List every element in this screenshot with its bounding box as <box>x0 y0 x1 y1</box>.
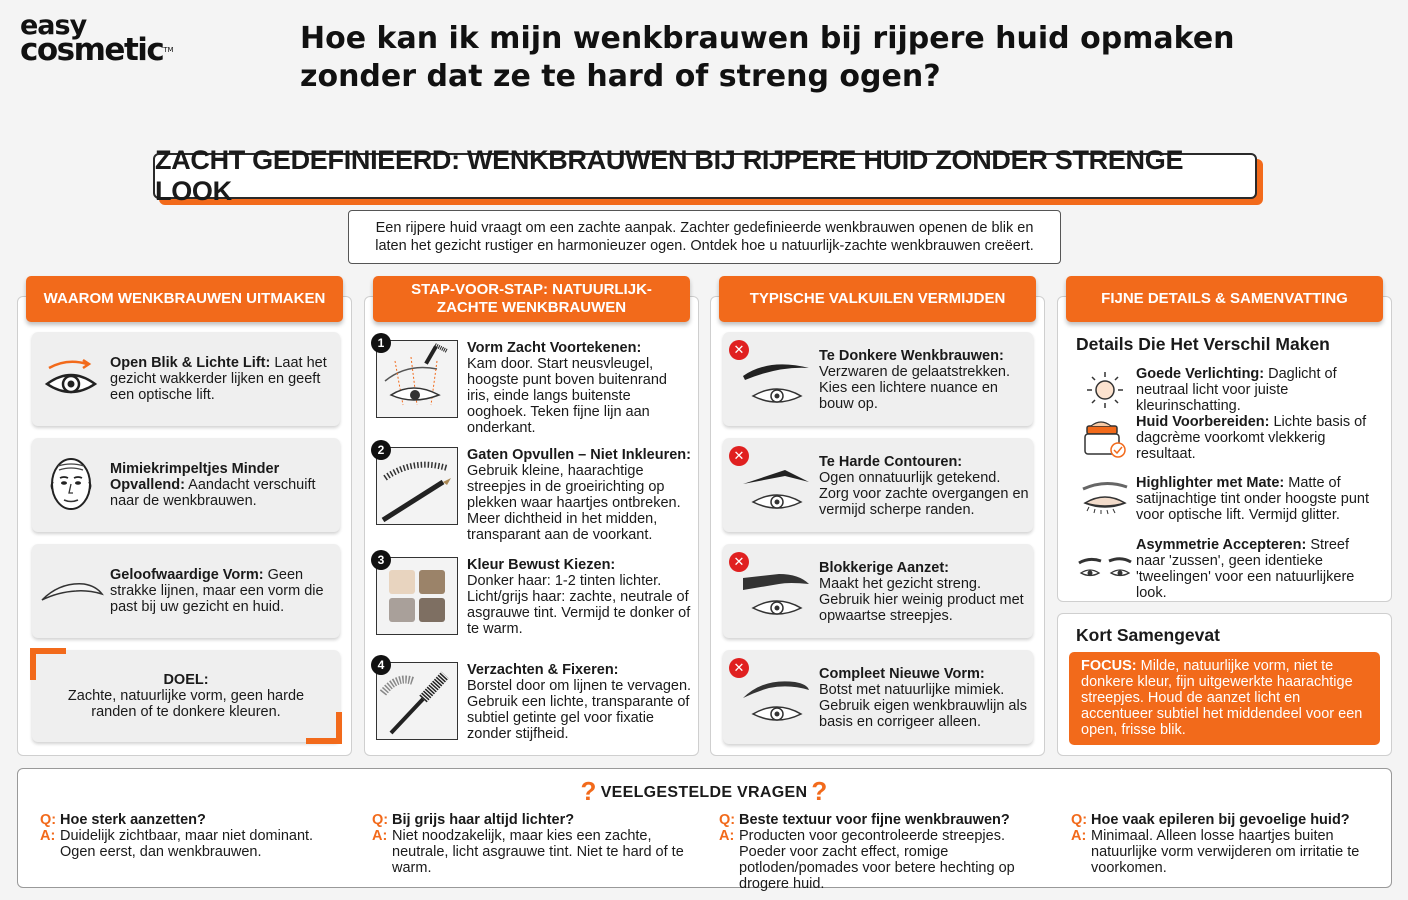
pitfall-title: Blokkerige Aanzet: <box>819 560 949 576</box>
why-text-2: Aandacht verschuift naar de wenkbrauwen. <box>110 477 316 509</box>
goal-title: DOEL: <box>163 672 209 688</box>
faq-question: Bij grijs haar altijd lichter? <box>392 812 575 828</box>
detail-text: Daglicht of neutraal licht voor juiste kleurinschatting. <box>1136 366 1337 414</box>
new-shape-brow-eye-icon <box>739 674 815 734</box>
faq-title <box>0 776 1408 807</box>
blocky-brow-eye-icon <box>739 568 815 628</box>
why-title-2: Mimiekrimpeltjes Minder Opvallend: <box>110 461 280 493</box>
header-details: FIJNE DETAILS & SAMENVATTING <box>1066 276 1383 322</box>
cream-jar-icon <box>1074 414 1136 462</box>
main-banner: ZACHT GEDEFINIEERD: WENKBRAUWEN BIJ RIJPERE HUID ZONDER STRENGE LOOK <box>153 153 1257 199</box>
faq-answer: Niet noodzakelijk, maar kies een zachte, neutrale, licht asgrauwe tint. Niet te hard of te warm. <box>392 828 684 876</box>
pencil-strokes-image <box>376 443 458 525</box>
pitfall-title: Compleet Nieuwe Vorm: <box>819 666 985 682</box>
why-card-shape <box>32 544 340 638</box>
faq-item <box>719 812 1053 892</box>
header-pitfalls: TYPISCHE VALKUILEN VERMIJDEN <box>719 276 1036 322</box>
summary-title: Kort Samengevat <box>1076 625 1220 645</box>
why-card-wrinkles <box>32 438 340 532</box>
q-label: Q: <box>1071 812 1088 828</box>
hard-brow-eye-icon <box>739 462 815 522</box>
pitfall-text: Ogen onnatuurlijk getekend. Zorg voor zachte overgangen en vermijd scherpe randen. <box>819 470 1029 518</box>
detail-item <box>1074 475 1380 523</box>
step-text: Gebruik kleine, haarachtige streepjes in de groeirichting op plekken waar haartjes ontbreken. Meer dichtheid in het midden, transparant aan de voorkant. <box>467 463 681 543</box>
highlighter-eye-icon <box>1074 475 1136 523</box>
step-text: Borstel door om lijnen te vervagen. Gebruik een lichte, transparante of subtiel getinte gel voor fixatie zonder stijfheid. <box>467 678 692 742</box>
step-title: Verzachten & Fixeren: <box>467 662 619 678</box>
logo-line-1: easy <box>20 10 87 41</box>
pitfall-text: Botst met natuurlijke mimiek. Gebruik eigen wenkbrauwlijn als basis en corrigeer alleen. <box>819 682 1027 730</box>
logo-line-2: cosmetic <box>20 32 164 68</box>
why-card-lift <box>32 332 340 426</box>
q-label: Q: <box>372 812 389 828</box>
spoolie-brush-image <box>376 658 458 740</box>
step-title: Kleur Bewust Kiezen: <box>467 557 616 573</box>
pitfall-card <box>723 332 1033 426</box>
faq-title-text: VEELGESTELDE VRAGEN <box>600 784 808 801</box>
detail-item <box>1074 366 1380 414</box>
goal-card <box>32 650 340 742</box>
detail-text: Lichte basis of dagcrème voorkomt vlekkerig resultaat. <box>1136 414 1367 462</box>
faq-item <box>40 812 340 860</box>
step-title: Vorm Zacht Voortekenen: <box>467 340 642 356</box>
step-number: 2 <box>371 440 391 460</box>
why-title-3: Geloofwaardige Vorm: <box>110 567 264 583</box>
step-text: Donker haar: 1-2 tinten lichter. Licht/grijs haar: zachte, neutrale of asgrauwe tint. Vermijd te donker of te warm. <box>467 573 691 637</box>
header-why: WAAROM WENKBRAUWEN UITMAKEN <box>26 276 343 322</box>
focus-text: Milde, natuurlijke vorm, niet te donkere kleur, fijn uitgewerkte haarachtige streepjes. Houd de aanzet licht en accentueer subtiel het middendeel voor een open, frisse blik. <box>1081 658 1363 738</box>
brow-sketch-image <box>376 336 458 418</box>
pitfall-title: Te Donkere Wenkbrauwen: <box>819 348 1004 364</box>
two-brows-icon <box>1074 537 1136 601</box>
pitfall-card <box>723 438 1033 532</box>
pitfall-text: Verzwaren de gelaatstrekken. Kies een lichtere nuance en bouw op. <box>819 364 1011 412</box>
cross-icon: ✕ <box>729 552 749 572</box>
question-mark-icon: ? <box>811 776 828 806</box>
detail-text: Matte of satijnachtige tint onder hoogste punt voor optische lift. Vermijd glitter. <box>1136 475 1369 523</box>
pitfall-title: Te Harde Contouren: <box>819 454 963 470</box>
detail-title: Huid Voorbereiden: <box>1136 414 1270 430</box>
faq-answer: Duidelijk zichtbaar, maar niet dominant. Ogen eerst, dan wenkbrauwen. <box>60 828 314 860</box>
goal-text: Zachte, natuurlijke vorm, geen harde randen of te donkere kleuren. <box>67 688 305 720</box>
brand-logo <box>20 10 174 68</box>
focus-label: FOCUS: <box>1081 658 1137 674</box>
step-text: Kam door. Start neusvleugel, hoogste punt boven buitenrand iris, einde langs buitenste ooghoek. Teken fijne lijn aan onderkant. <box>467 356 667 436</box>
why-text-3: Geen strakke lijnen, maar een vorm die past bij uw gezicht en huid. <box>110 567 324 615</box>
detail-title: Goede Verlichting: <box>1136 366 1265 382</box>
step-1 <box>376 336 692 436</box>
faq-item <box>1071 812 1371 876</box>
why-text-1: Laat het gezicht wakkerder lijken en geeft een optische lift. <box>110 355 327 403</box>
faq-question: Hoe vaak epileren bij gevoelige huid? <box>1091 812 1350 828</box>
detail-title: Asymmetrie Accepteren: <box>1136 537 1307 553</box>
detail-item <box>1074 537 1380 601</box>
a-label: A: <box>719 828 735 844</box>
logo-trademark: TM <box>163 46 174 54</box>
cross-icon: ✕ <box>729 658 749 678</box>
faq-answer: Minimaal. Alleen losse haartjes buiten natuurlijke vorm verwijderen om irritatie te voorkomen. <box>1091 828 1360 876</box>
pitfall-card <box>723 544 1033 638</box>
face-wrinkles-icon <box>32 452 110 518</box>
question-mark-icon: ? <box>580 776 597 806</box>
header-steps: STAP-VOOR-STAP: NATUURLIJK-ZACHTE WENKBRAUWEN <box>373 276 690 322</box>
goal-corner-top-left <box>30 648 66 680</box>
pitfall-card <box>723 650 1033 744</box>
dark-brow-eye-icon <box>739 356 815 416</box>
q-label: Q: <box>719 812 736 828</box>
step-number: 1 <box>371 333 391 353</box>
intro-text: Een rijpere huid vraagt om een zachte aanpak. Zachter gedefinieerde wenkbrauwen openen de blik en laten het gezicht rustiger en harmonieuzer ogen. Ontdek hoe u natuurlijk-zachte wenkbrauwen creëert. <box>348 210 1061 264</box>
step-3 <box>376 553 692 637</box>
a-label: A: <box>1071 828 1087 844</box>
page-question: Hoe kan ik mijn wenkbrauwen bij rijpere huid opmaken zonder dat ze te hard of streng ogen? <box>300 21 1235 94</box>
step-number: 3 <box>371 550 391 570</box>
faq-item <box>372 812 688 876</box>
faq-answer: Producten voor gecontroleerde streepjes. Poeder voor zacht effect, romige potloden/pomades voor betere hechting op drogere huid. <box>739 828 1015 892</box>
step-2 <box>376 443 692 543</box>
a-label: A: <box>40 828 56 844</box>
step-4 <box>376 658 692 742</box>
sun-icon <box>1074 366 1136 414</box>
eye-lift-icon <box>32 354 110 404</box>
cross-icon: ✕ <box>729 446 749 466</box>
why-title-1: Open Blik & Lichte Lift: <box>110 355 271 371</box>
q-label: Q: <box>40 812 57 828</box>
step-number: 4 <box>371 655 391 675</box>
summary-focus <box>1069 652 1380 745</box>
brow-shape-icon <box>32 576 110 606</box>
faq-question: Beste textuur voor fijne wenkbrauwen? <box>739 812 1010 828</box>
goal-corner-bottom-right <box>306 712 342 744</box>
color-palette-image <box>376 553 458 635</box>
pitfall-text: Maakt het gezicht streng. Gebruik hier weinig product met opwaartse streepjes. <box>819 576 1024 624</box>
a-label: A: <box>372 828 388 844</box>
cross-icon: ✕ <box>729 340 749 360</box>
detail-title: Highlighter met Mate: <box>1136 475 1285 491</box>
detail-item <box>1074 414 1380 462</box>
details-title: Details Die Het Verschil Maken <box>1076 334 1330 354</box>
detail-text: Streef naar 'zussen', geen identieke 'tweelingen' voor een natuurlijkere look. <box>1136 537 1355 601</box>
step-title: Gaten Opvullen – Niet Inkleuren: <box>467 447 691 463</box>
faq-question: Hoe sterk aanzetten? <box>60 812 206 828</box>
